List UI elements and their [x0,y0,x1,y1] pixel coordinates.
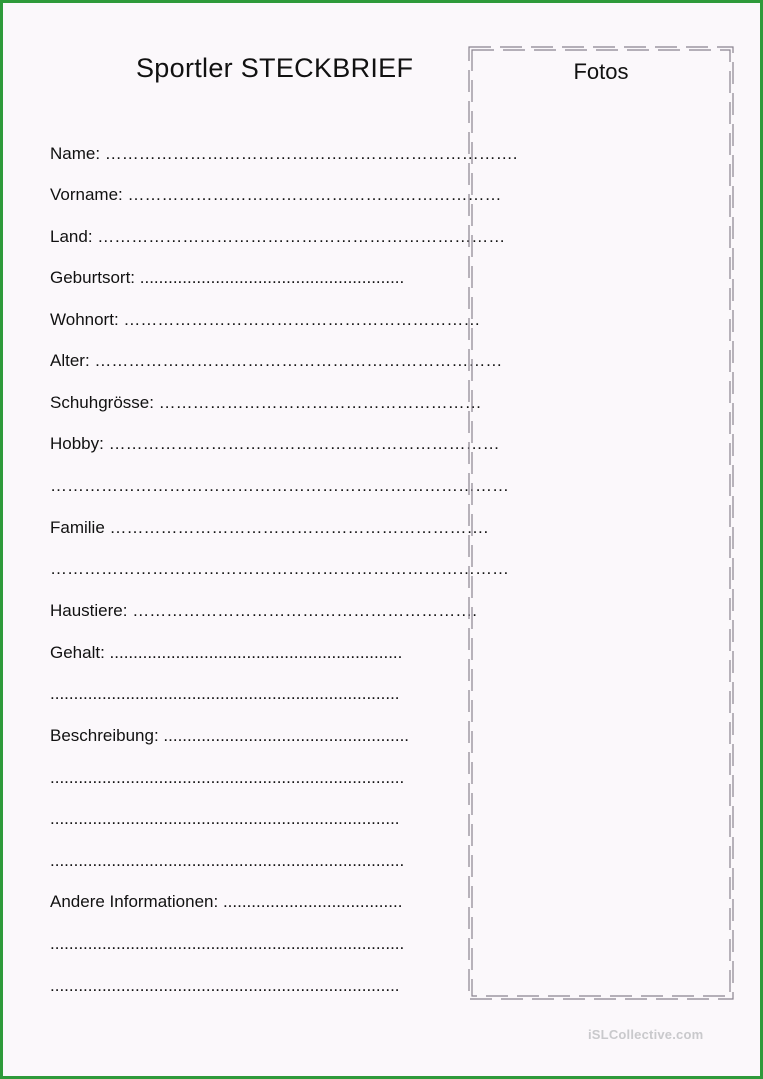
field-vorname: Vorname: ………………………………………………………… [50,185,502,204]
field-beschreibung-line-2: .......................................................................... [50,809,400,828]
photo-frame [465,43,737,1003]
field-wohnort: Wohnort: ……………………………………………………… [50,310,481,329]
field-beschreibung-line-3: ........................................................................... [50,851,405,870]
field-geburtsort: Geburtsort: ........................................................ [50,268,405,287]
field-haustiere: Haustiere: ……………………………………………………. [50,601,477,620]
field-name: Name: ………………………………………………………………. [50,144,518,163]
field-hobby-line: ……………………………………………………………………… [50,476,509,495]
field-familie-line: ……………………………………………………………………… [50,559,509,578]
field-andere-line-2: .......................................................................... [50,976,400,995]
watermark-logo: iSLCollective.com [588,1027,704,1042]
field-beschreibung: Beschreibung: .................................................... [50,726,410,745]
field-beschreibung-line-1: ........................................................................... [50,768,405,787]
photo-label: Fotos [573,59,629,84]
field-land: Land: ……………………………………………………………… [50,227,506,246]
field-gehalt-line: .......................................................................... [50,684,400,703]
field-schuhgroesse: Schuhgrösse: ………………………………………………… [50,393,482,412]
field-gehalt: Gehalt: .............................................................. [50,643,403,662]
field-hobby: Hobby: …………………………………………………………… [50,434,500,453]
field-alter: Alter: ……………………………………………………………… [50,351,503,370]
field-andere-informationen: Andere Informationen: ...................................... [50,892,403,911]
worksheet-title: Sportler STECKBRIEF [136,53,414,83]
field-andere-line-1: ........................................................................... [50,934,405,953]
field-familie: Familie …………………………………………………………. [50,518,489,537]
